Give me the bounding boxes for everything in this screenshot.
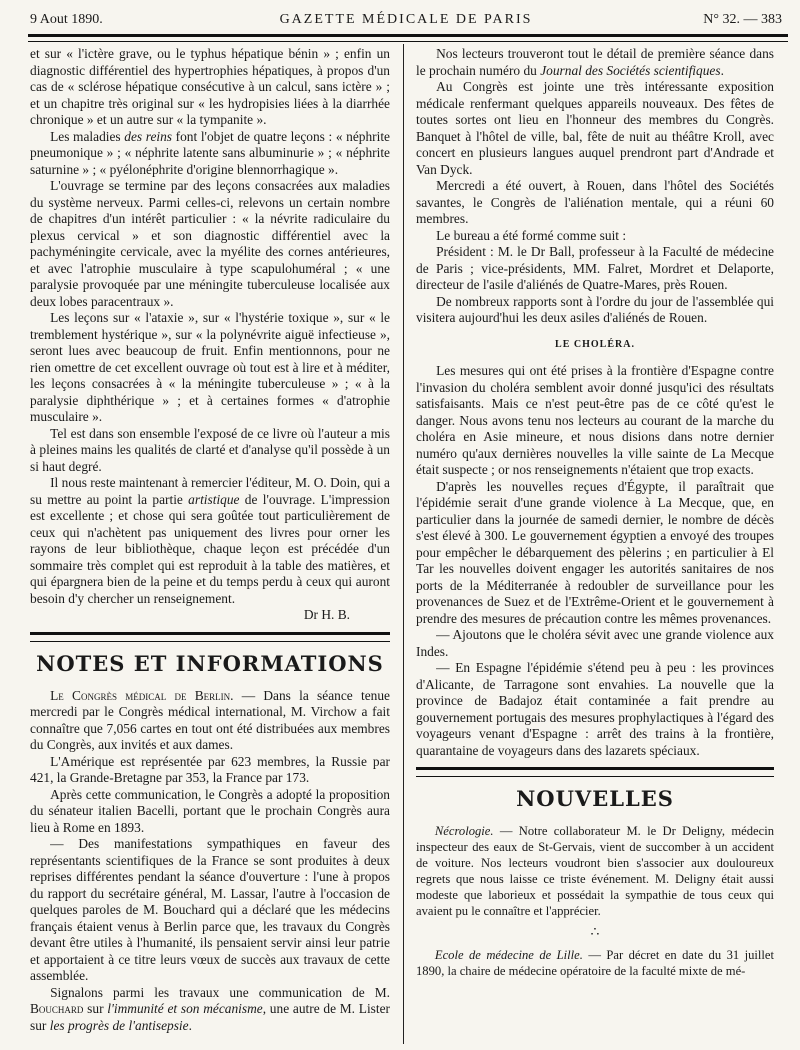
paragraph: Ecole de médecine de Lille. — Par décret en date du 31 juillet 1890, la chaire de médecine opératoire de la faculté mixte de mé- xyxy=(416,948,774,978)
paragraph: — En Espagne l'épidémie s'étend peu à peu : les provinces d'Alicante, de Tarragone sont envahies. La nouvelle que la province de Badajoz était contaminée a fait prendre au gouvernement portugais des mesures prophylactiques à l'égard des voyageurs venant d'Espagne : arrêt des trains à la frontière, quarantaine de voyageurs dans des lazarets spéciaux. xyxy=(416,660,774,758)
paragraph: Nécrologie. — Notre collaborateur M. le Dr Deligny, médecin inspecteur des eaux de St-Gervais, vient de succomber à un accident de voiture. Nos lecteurs voudront bien s'associer aux douloureux regrets que nous laisse ce triste événement. M. Deligny était aussi modeste que laborieux et possédait la sympathie de tous ceux qui avaient pu le connaître et l'apprécier. xyxy=(416,824,774,918)
section-title-notes: NOTES ET INFORMATIONS xyxy=(36,650,384,676)
header-date: 9 Aout 1890. xyxy=(30,12,103,27)
subsection-title-cholera: LE CHOLÉRA. xyxy=(555,338,635,350)
section-rule xyxy=(30,632,390,642)
section-rule xyxy=(416,767,774,777)
paragraph: L'ouvrage se termine par des leçons consacrées aux maladies du système nerveux. Parmi celles-ci, relevons un certain nombre de chapitres d'un intérêt particulier : « la névrite radiculaire du plexus cervical » et son diagnostic différentiel avec la pachyméningite cervicale, avec la myélite des cornes antérieures, et avec l'atrophie musculaire à type scapulohuméral ; « une paralysie provoquée par une méningite tuberculeuse localisée aux deux lobes paracentraux ». xyxy=(30,178,390,309)
header-title: GAZETTE MÉDICALE DE PARIS xyxy=(279,12,533,27)
paragraph: Les mesures qui ont été prises à la frontière d'Espagne contre l'invasion du choléra semblent avoir donné jusqu'ici des résultats satisfaisants. Mais ce n'est peut-être pas de ce côté qu'est le danger. Nous avons tenu nos lecteurs au courant de la marche du choléra en Asie mineure, et nous disions dans notre dernier numéro qu'aux dernières nouvelles la ville sainte de La Mecque était suspecte ; or nos renseignements n'étaient que trop exacts. xyxy=(416,363,774,477)
paragraph: L'Amérique est représentée par 623 membres, la Russie par 421, la Grande-Bretagne par 353, la France par 173. xyxy=(30,753,390,785)
header-rule xyxy=(28,34,788,42)
header-page-number: N° 32. — 383 xyxy=(703,12,782,27)
right-column xyxy=(416,46,774,979)
column-divider xyxy=(403,44,404,1044)
paragraph: — Des manifestations sympathiques en faveur des représentants scientifiques de la France se sont produites à deux reprises différentes pendant la séance d'ouverture : l'une à propos du rapport du secrétaire général, M. Lassar, l'autre à l'occasion de quelques paroles de M. Bouchard qui a déclaré que les médecins français étaient venus à Berlin parce que, les travaux du Congrès devant être utiles à l'humanité, ils pensaient servir ainsi leur patrie et apportaient à ce titre leurs vœux de succès aux travaux de cette assemblée. xyxy=(30,836,390,983)
paragraph: Signalons parmi les travaux une communication de M. Bouchard sur l'immunité et son mécanisme, une autre de M. Lister sur les progrès de l'antisepsie. xyxy=(30,984,391,1033)
paragraph: Le bureau a été formé comme suit : xyxy=(436,227,627,243)
paragraph: Nos lecteurs trouveront tout le détail de première séance dans le prochain numéro du Journal des Sociétés scientifiques. xyxy=(416,46,774,78)
paragraph: D'après les nouvelles reçues d'Égypte, il paraîtrait que l'épidémie serait d'une grande violence à La Mecque, que, en particulier dans la journée de samedi dernier, le nombre de décès s'est élevé à 300. Le gouvernement égyptien a envoyé des troupes pour empêcher le débarquement des pèlerins ; en particulier à El Tar les nouvelles doivent engager les autorités sanitaires de nos ports de la Méditerranée à redoubler de surveillance pour les provenances de Suez et de l'Extrême-Orient et le gouvernement à prendre des mesures de précaution contre les mêmes provenances. xyxy=(416,478,774,626)
page-header xyxy=(30,8,782,30)
paragraph: De nombreux rapports sont à l'ordre du jour de l'assemblée qui visitera aujourd'hui les deux asiles d'aliénés de Rouen. xyxy=(416,293,774,325)
paragraph: Le Congrès médical de Berlin. — Dans la séance tenue mercredi par le Congrès médical international, M. Virchow a fait connaître que 7,056 cartes en tout ont été distribuées aux membres du Congrès, aux invités et aux dames. xyxy=(30,687,390,752)
paragraph: Il nous reste maintenant à remercier l'éditeur, M. O. Doin, qui a su mettre au point la partie artistique de l'ouvrage. L'impression est excellente ; et chose qui sera goûtée tout particulièrement de ceux qui n'achètent pas uniquement des livres pour orner les rayons de leur bibliothèque, chaque leçon est précédée d'un sommaire très complet qui est reproduit à la table des matières, et qui épargnera bien de la peine et du temps perdu à ceux qui auront besoin d'y chercher un renseignement. xyxy=(30,475,390,606)
separator-dots: ∴ xyxy=(590,925,600,940)
signature: Dr H. B. xyxy=(303,607,350,622)
section-title-nouvelles: NOUVELLES xyxy=(516,786,674,811)
left-column xyxy=(30,46,390,1034)
paragraph: Mercredi a été ouvert, à Rouen, dans l'hôtel des Sociétés savantes, le Congrès de l'aliénation mentale, qui a réuni 60 membres. xyxy=(416,178,774,226)
paragraph: Président : M. le Dr Ball, professeur à la Faculté de médecine de Paris ; vice-présidents, MM. Falret, Mordret et Delaporte, directeur de l'asile d'aliénés de Quatre-Mares, près Rouen. xyxy=(416,244,774,292)
paragraph: et sur « l'ictère grave, ou le typhus hépatique bénin » ; enfin un diagnostic différentiel des hypertrophies hépatiques, à propos d'un cas de « sclérose hépatique consécutive à un calcul, sans ictère » ; et un chapitre très original sur « les hydropisies liées à la diarrhée chronique » et un autre sur « la tympanite ». xyxy=(30,46,390,127)
paragraph: Au Congrès est jointe une très intéressante exposition médicale renfermant quelques appareils nouveaux. Des fêtes de toutes sortes ont lieu en l'honneur des membres du Congrès. Banquet à l'hôtel de ville, bal, fête de nuit au théâtre Kroll, avec concert en plusieurs langues auquel prendront part d'Andrade et Van Dyck. xyxy=(416,79,774,177)
paragraph: Les leçons sur « l'ataxie », sur « l'hystérie toxique », sur « le tremblement hystérique », sur « la polynévrite aiguë infectieuse », seront lues avec beaucoup de fruit. Enfin mentionnons, pour ne rien omettre de cet excellent ouvrage où tout est à lire et à méditer, les leçons consacrées à « la méningite tuberculeuse » ; « à la paralysie diphthérique » ; et à certaines formes « d'atrophie musculaire ». xyxy=(30,310,390,424)
paragraph: Après cette communication, le Congrès a adopté la proposition du sénateur italien Bacelli, portant que le prochain Congrès aura lieu à Rome en 1893. xyxy=(30,786,390,835)
paragraph: Tel est dans son ensemble l'exposé de ce livre où l'auteur a mis à pleines mains les qualités de clarté et d'analyse qu'il possède à un si haut degré. xyxy=(30,425,390,474)
paragraph: Les maladies des reins font l'objet de quatre leçons : « néphrite pneumonique » ; « néphrite latente sans albuminurie » ; « néphrite saturnine » ; « pyélonéphrite d'origine blennorrhagique ». xyxy=(30,128,391,177)
paragraph: — Ajoutons que le choléra sévit avec une grande violence aux Indes. xyxy=(416,627,774,659)
